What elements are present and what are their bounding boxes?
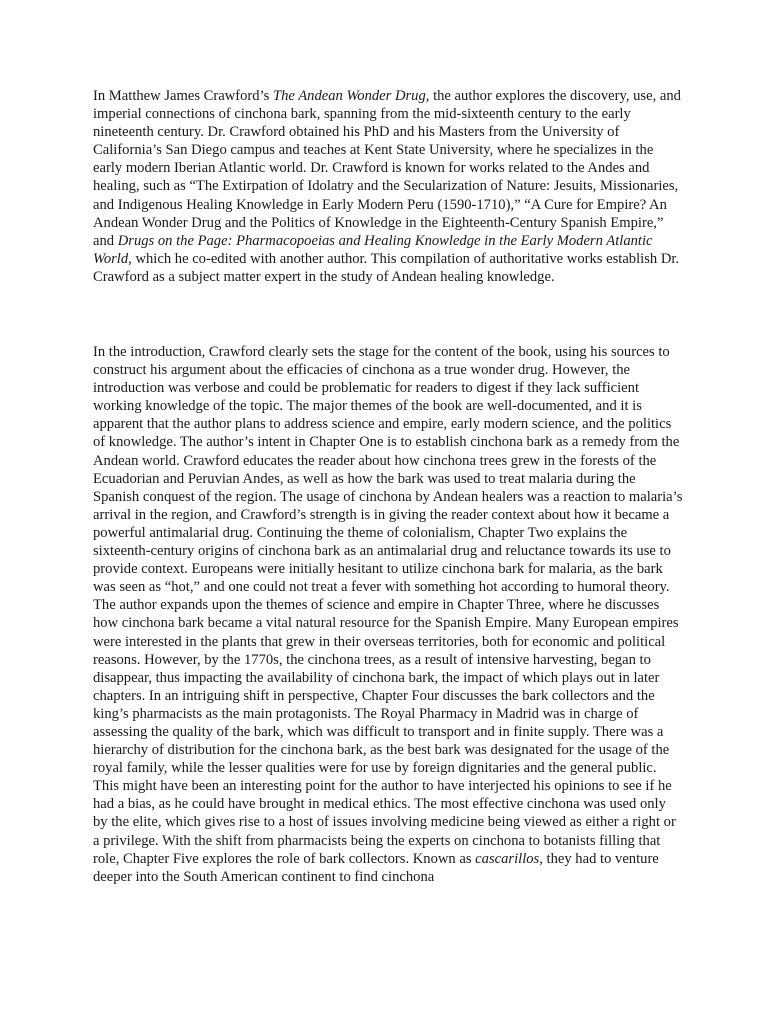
text-run: , the author explores the discovery, use, and imperial connections of cinchona bark, spanning from the mid-sixteenth century to the early nineteenth century. Dr. Crawford obtained his PhD and his Masters from the University of California’s San Diego campus and teaches at Kent State University, where he specializes in the early modern Iberian Atlantic world. Dr. Crawford is known for works related to the Andes and healing, such as “The Extirpation of Idolatry and the Secularization of Nature: Jesuits, Missionaries, and Indigenous Healing Knowledge in Early Modern Peru (1590-1710),” “A Cure for Empire? An Andean Wonder Drug and the Politics of Knowledge in the Eighteenth-Century Spanish Empire,” and bbox=[93, 88, 681, 249]
book-title-italic: The Andean Wonder Drug bbox=[272, 88, 426, 104]
paragraph-review bbox=[93, 343, 683, 886]
text-run: , they had to venture deeper into the South American continent to find cinchona bbox=[93, 850, 659, 885]
text-run: In Matthew James Crawford’s bbox=[93, 88, 273, 104]
text-run: In the introduction, Crawford clearly sets the stage for the content of the book, using his sources to construct his argument about the efficacies of cinchona as a true wonder drug. However, the introduction was verbose and could be problematic for readers to digest if they lack sufficient working knowledge of the topic. The major themes of the book are well-documented, and it is apparent that the author plans to address science and empire, early modern science, and the politics of knowledge. The author’s intent in Chapter One is to establish cinchona bark as a remedy from the Andean world. Crawford educates the reader about how cinchona trees grew in the forests of the Ecuadorian and Peruvian Andes, as well as how the bark was used to treat malaria during the Spanish conquest of the region. The usage of cinchona by Andean healers was a reaction to malaria’s arrival in the region, and Crawford’s strength is in giving the reader context about how it became a powerful antimalarial drug. Continuing the theme of colonialism, Chapter Two explains the sixteenth-century origins of cinchona bark as an antimalarial drug and reluctance towards its use to provide context. Europeans were initially hesitant to utilize cinchona bark for malaria, as the bark was seen as “hot,” and one could not treat a fever with something hot according to humoral theory. The author expands upon the themes of science and empire in Chapter Three, where he discusses how cinchona bark became a vital natural resource for the Spanish Empire. Many European empires were interested in the plants that grew in their overseas territories, both for economic and political reasons. However, by the 1770s, the cinchona trees, as a result of intensive harvesting, began to disappear, thus impacting the availability of cinchona bark, the impact of which plays out in later chapters. In an intriguing shift in perspective, Chapter Four discusses the bark collectors and the king’s pharmacists as the main protagonists. The Royal Pharmacy in Madrid was in charge of assessing the quality of the bark, which was difficult to transport and in finite supply. There was a hierarchy of distribution for the cinchona bark, as the best bark was designated for the usage of the royal family, while the lesser qualities were for use by foreign dignitaries and the general public. This might have been an interesting point for the author to have interjected his opinions to see if he had a bias, as he could have brought in medical ethics. The most effective cinchona was used only by the elite, which gives rise to a host of issues involving medicine being viewed as either a right or a privilege. With the shift from pharmacists being the experts on cinchona to botanists filling that role, Chapter Five explores the role of bark collectors. Known as bbox=[93, 344, 683, 867]
text-run: , which he co-edited with another author. This compilation of authoritative works establish Dr. Crawford as a subject matter expert in the study of Andean healing knowledge. bbox=[93, 250, 680, 285]
term-italic: cascarillos bbox=[475, 850, 540, 867]
work-title-italic: Drugs on the Page: Pharmacopoeias and Healing Knowledge in the Early Modern Atlantic World bbox=[93, 232, 653, 267]
paragraph-intro bbox=[93, 87, 683, 286]
